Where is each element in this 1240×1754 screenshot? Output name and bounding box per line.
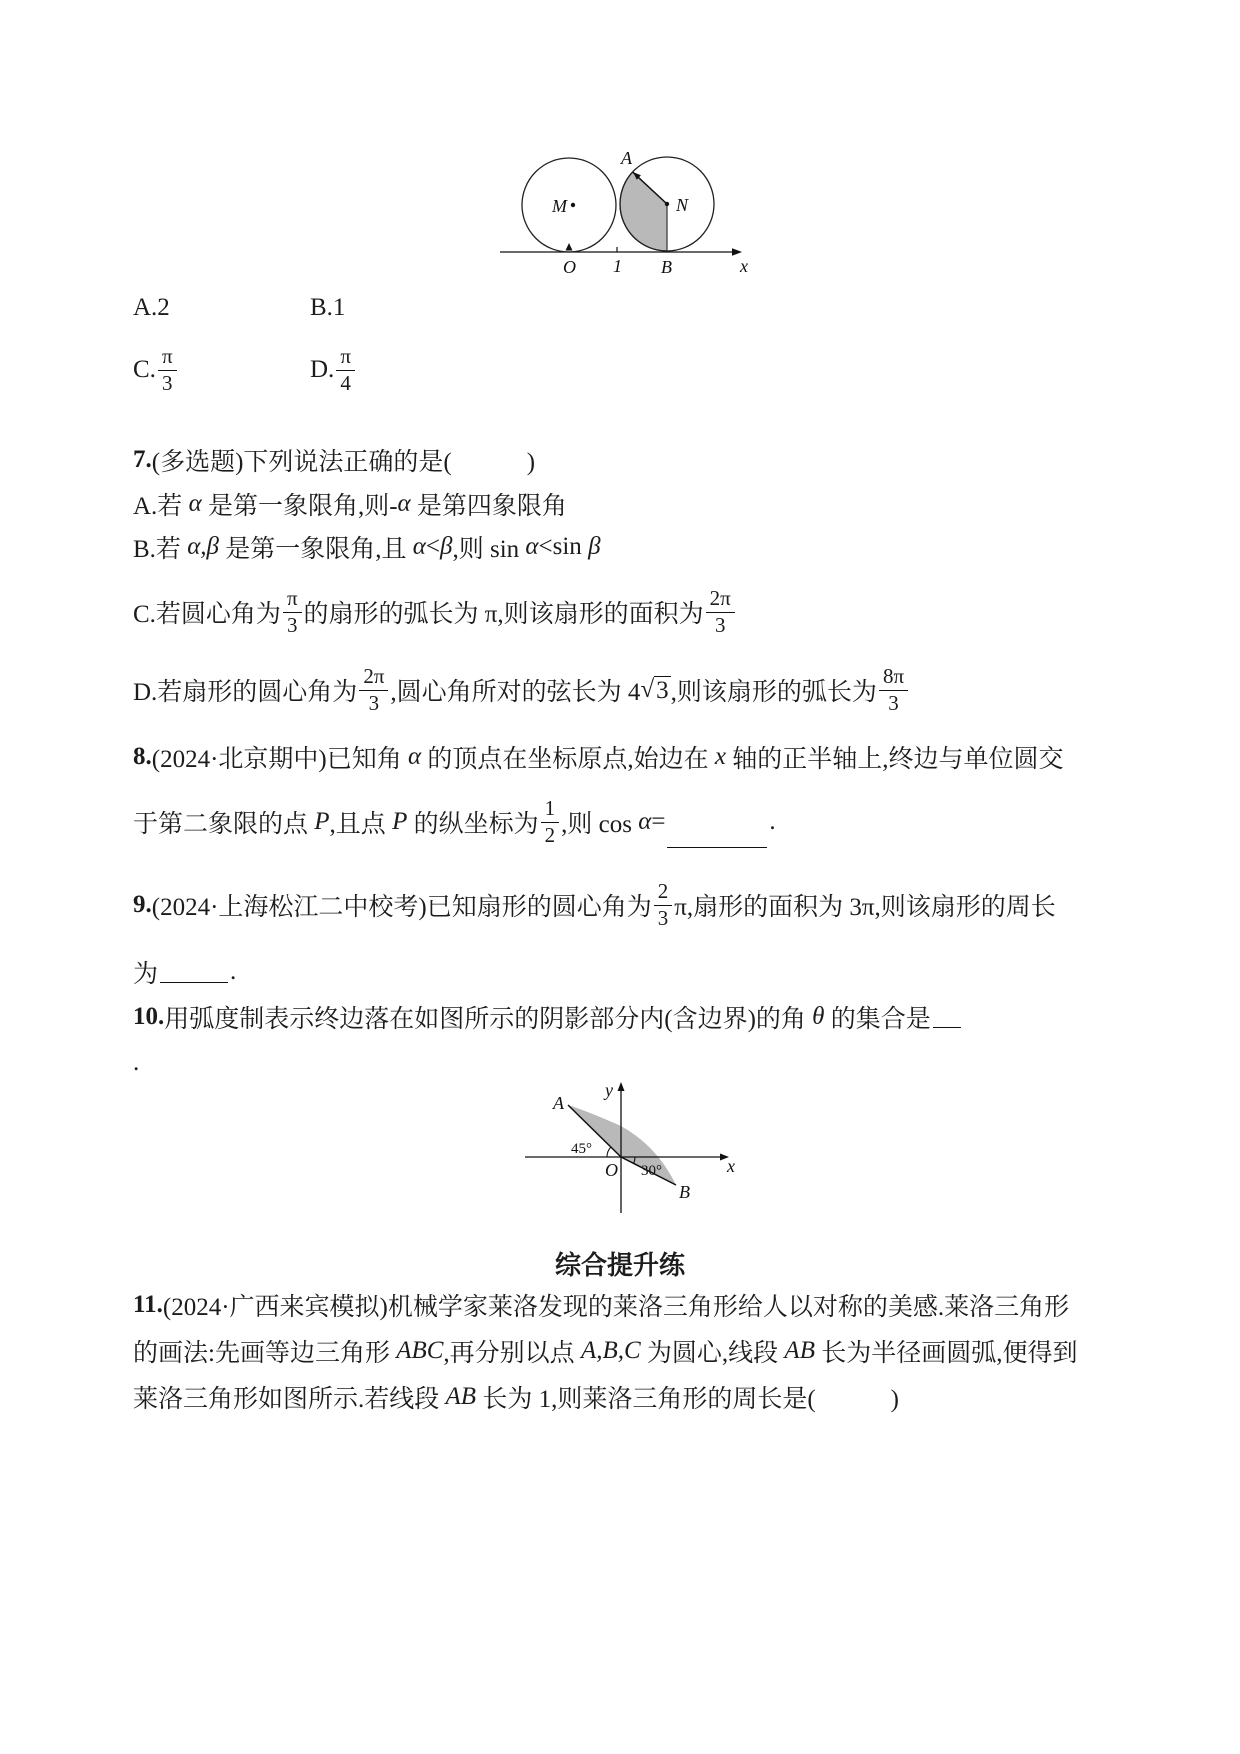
question-8-line-2 [133, 790, 776, 854]
question-11-line-3 [133, 1380, 899, 1414]
label-45deg: 45° [571, 1141, 592, 1157]
text-run: 的集合是 [824, 1006, 931, 1033]
text-run: x [714, 743, 726, 770]
question-9-line-1 [133, 873, 1056, 937]
text-run: B.若 [133, 536, 188, 563]
text-run: 莱洛三角形如图所示.若线段 [133, 1386, 446, 1413]
text-run: α [188, 490, 202, 517]
square-root: √ 3 [640, 675, 669, 704]
y-axis-arrow-icon [618, 1082, 625, 1091]
fraction: $\frac{\pi}{3}$ [283, 587, 302, 636]
label-tick-1: 1 [613, 256, 622, 276]
text-run: α [525, 533, 539, 560]
text-run: ,且点 [329, 811, 393, 838]
text-run: 长为 1,则莱洛三角形的周长是( ) [476, 1386, 899, 1413]
fraction: $\frac{1}{2}$ [541, 797, 560, 846]
text-run: π,扇形的面积为 3π,则该扇形的周长 [674, 894, 1056, 921]
question-10-line-1 [133, 1000, 963, 1034]
point-n-dot [665, 202, 669, 206]
text-run: α,β [187, 533, 220, 560]
text-run: β [588, 533, 601, 560]
label-o: O [605, 1160, 618, 1180]
tangent-mark-icon [566, 243, 573, 251]
text-run: α [397, 490, 411, 517]
answer-blank [933, 1026, 961, 1028]
label-x: x [740, 256, 748, 276]
text-run: 11. [133, 1291, 163, 1318]
option-d [310, 338, 357, 402]
text-run: α [638, 808, 652, 835]
question-11-line-1 [133, 1288, 1069, 1322]
text-run: (2024·上海松江二中校考)已知扇形的圆心角为 [151, 894, 652, 921]
text-run: 用弧度制表示终边落在如图所示的阴影部分内(含边界)的角 [164, 1006, 813, 1033]
x-axis-arrow-icon [732, 248, 742, 256]
text-run: ,圆心角所对的弦长为 4 [390, 679, 641, 706]
text-run: <sin [538, 533, 589, 560]
option-b [310, 291, 345, 325]
text-run: A.2 [133, 294, 170, 321]
text-run: . [769, 808, 776, 835]
text-run: ,再分别以点 [443, 1340, 581, 1367]
label-b: B [661, 257, 672, 277]
text-run: 是第一象限角,则- [201, 493, 398, 520]
text-run: β [440, 533, 453, 560]
text-run: B.1 [310, 294, 346, 321]
text-run: C.若圆心角为 [133, 601, 281, 628]
question-7-option-b [133, 530, 601, 564]
label-m: M [552, 196, 567, 216]
text-run: α [412, 533, 426, 560]
text-run: A,B,C [580, 1337, 641, 1364]
text-run: D. [310, 356, 335, 383]
text-run: (2024·北京期中)已知角 [151, 746, 408, 773]
text-run: (多选题)下列说法正确的是( ) [151, 449, 536, 476]
label-30deg: 30° [641, 1163, 662, 1179]
text-run: θ [812, 1003, 825, 1030]
text-run: ,则 cos [561, 811, 639, 838]
text-run: 的扇形的弧长为 π,则该扇形的面积为 [303, 601, 704, 628]
fraction: $\frac{8\pi}{3}$ [879, 665, 908, 714]
label-x: x [727, 1156, 735, 1176]
text-run: P [314, 808, 330, 835]
label-y: y [605, 1080, 613, 1100]
text-run: ABC [396, 1337, 444, 1364]
text-run: 的顶点在坐标原点,始边在 [421, 746, 715, 773]
text-run: (2024·广西来宾模拟)机械学家莱洛发现的莱洛三角形给人以对称的美感.莱洛三角形 [162, 1294, 1070, 1321]
point-m-dot [571, 203, 575, 207]
question-7-option-c [133, 580, 737, 644]
label-b: B [679, 1182, 690, 1202]
question-7-option-d [133, 658, 910, 722]
figure-angle-region [505, 1078, 740, 1220]
text-run: 7. [133, 446, 152, 473]
text-run: 8. [133, 743, 152, 770]
text-run: . [133, 1049, 140, 1076]
text-run: 是第一象限角,且 [219, 536, 413, 563]
question-7-title [133, 443, 535, 477]
text-run: 的纵坐标为 [407, 811, 539, 838]
text-run: . [230, 958, 237, 985]
text-run: α [407, 743, 422, 770]
text-run: 于第二象限的点 [133, 811, 315, 838]
circle-m [522, 158, 616, 252]
text-run: AB [445, 1383, 477, 1410]
shaded-sector [620, 172, 667, 251]
label-n: N [676, 195, 689, 215]
text-run: = [651, 808, 666, 835]
text-run: AB [784, 1337, 815, 1364]
text-run: < [425, 533, 441, 560]
text-run: P [392, 808, 408, 835]
fraction: $\frac{\pi}{4}$ [336, 345, 355, 394]
fraction: $\frac{2}{3}$ [654, 880, 673, 929]
text-run: C. [133, 356, 156, 383]
question-7-option-a [133, 487, 567, 521]
option-c [133, 338, 179, 402]
text-run: 长为半径画圆弧,便得到 [814, 1340, 1078, 1367]
question-10-line-2 [133, 1046, 139, 1080]
label-o: O [563, 257, 576, 277]
text-run: 10. [133, 1003, 165, 1030]
figure-two-circles [492, 130, 754, 282]
question-9-line-2 [133, 955, 236, 989]
label-a: A [553, 1093, 564, 1113]
question-8-line-1 [133, 740, 1064, 774]
label-a: A [621, 148, 632, 168]
text-run: 9. [133, 891, 152, 918]
angle-arc-45 [607, 1147, 611, 1157]
text-run: ,则 sin [452, 536, 526, 563]
fraction: $\frac{2\pi}{3}$ [706, 587, 735, 636]
text-run: ,则该扇形的弧长为 [670, 679, 877, 706]
text-run: 为 [133, 961, 159, 988]
fraction: $\frac{\pi}{3}$ [158, 345, 177, 394]
section-header: 综合提升练 [554, 1251, 685, 1280]
text-run: A.若 [133, 493, 189, 520]
text-run: 的画法:先画等边三角形 [133, 1340, 397, 1367]
text-run: D.若扇形的圆心角为 [133, 679, 358, 706]
text-run: 是第四象限角 [410, 493, 567, 520]
answer-blank [160, 981, 228, 983]
text-run: 为圆心,线段 [640, 1340, 785, 1367]
text-run: 轴的正半轴上,终边与单位圆交 [725, 746, 1064, 773]
fraction: $\frac{2\pi}{3}$ [359, 665, 388, 714]
option-a [133, 291, 170, 325]
question-11-line-2 [133, 1334, 1077, 1368]
answer-blank [667, 846, 767, 848]
